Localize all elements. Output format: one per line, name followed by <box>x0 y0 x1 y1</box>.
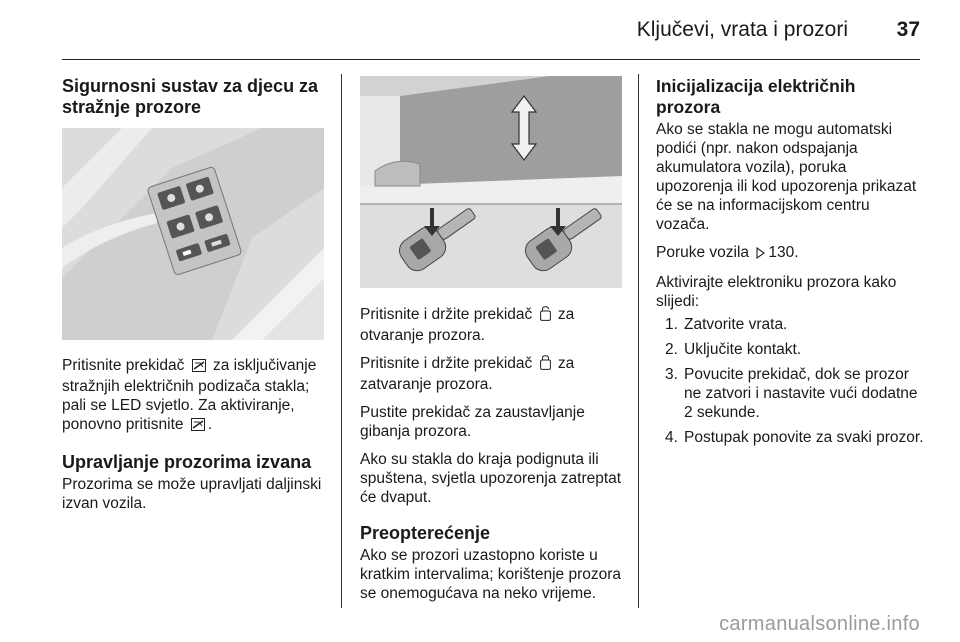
section-heading-initialization: Inicijalizacija električnih prozora <box>656 76 856 117</box>
key-unlock-icon <box>540 306 551 326</box>
remote-key-window-drawing <box>360 76 622 288</box>
column-divider-2 <box>638 74 639 608</box>
child-lock-window-icon <box>191 417 205 436</box>
step-text: Povucite prekidač, dok se prozor ne zatvori i nastavite vući dodatne 2 sekunde. <box>684 366 918 421</box>
initialization-paragraph: Ako se stakla ne mogu automatski podići (npr. nakon odspajanja akumulatora vozila), poruka upozorenja ili kod upozorenja prikazat će se na informacijskom centru vozača. <box>656 121 917 233</box>
initialization-steps-list <box>656 315 924 447</box>
remote-window-paragraph: Prozorima se može upravljati daljinski izvan vozila. <box>62 476 322 512</box>
text-fragment: . <box>207 416 213 433</box>
reference-arrow-icon <box>756 245 765 264</box>
step-number: 3. <box>665 366 678 383</box>
step-text: Uključite kontakt. <box>684 341 802 358</box>
door-switch-panel-drawing <box>62 128 324 340</box>
step-text: Zatvorite vrata. <box>684 316 788 333</box>
column-3 <box>656 76 924 453</box>
vehicle-messages-reference <box>656 243 924 264</box>
child-lock-window-icon <box>192 358 206 377</box>
activate-paragraph: Aktivirajte elektroniku prozora kako slijedi: <box>656 274 897 310</box>
step-number: 4. <box>665 429 678 446</box>
step-number: 2. <box>665 341 678 358</box>
text-fragment: za isključivanje stražnjih električnih podizača stakla; pali se LED svjetlo. Za aktiviranje, ponovno pritisnite <box>62 357 317 433</box>
text-fragment: Pritisnite i držite prekidač <box>360 306 533 323</box>
section-heading-remote-window: Upravljanje prozorima izvana <box>62 452 312 472</box>
watermark: carmanualsonline.info <box>719 613 920 635</box>
list-item <box>656 340 924 359</box>
close-window-paragraph <box>360 354 622 394</box>
child-lock-paragraph <box>62 356 324 436</box>
page-number: 37 <box>896 18 920 41</box>
remote-key-window-illustration <box>360 76 622 288</box>
step-number: 1. <box>665 316 678 333</box>
text-fragment: za zatvaranje prozora. <box>360 355 575 393</box>
text-fragment: Pritisnite prekidač <box>62 357 185 374</box>
list-item <box>656 365 924 422</box>
column-divider-1 <box>341 74 342 608</box>
section-heading-child-safety: Sigurnosni sustav za djecu za stražnje prozore <box>62 76 319 117</box>
warning-lights-paragraph: Ako su stakla do kraja podignuta ili spuštena, svjetla upozorenja zatreptat će dvaput. <box>360 451 622 506</box>
step-text: Postupak ponovite za svaki prozor. <box>684 429 924 446</box>
list-item <box>656 428 924 447</box>
stop-window-paragraph: Pustite prekidač za zaustavljanje gibanja prozora. <box>360 404 585 440</box>
key-lock-icon <box>540 355 551 375</box>
list-item <box>656 315 924 334</box>
column-2 <box>360 76 622 612</box>
door-switch-panel-illustration <box>62 128 324 340</box>
text-fragment: 130. <box>768 244 799 261</box>
overload-paragraph: Ako se prozori uzastopno koriste u kratkim intervalima; korištenje prozora se onemogućava na neko vrijeme. <box>360 547 622 602</box>
column-1 <box>62 76 324 522</box>
text-fragment: za otvaranje prozora. <box>360 306 575 344</box>
text-fragment: Poruke vozila <box>656 244 750 261</box>
header-rule <box>62 59 920 60</box>
text-fragment: Pritisnite i držite prekidač <box>360 355 533 372</box>
page-header-title: Ključevi, vrata i prozori <box>636 18 848 41</box>
open-window-paragraph <box>360 305 622 345</box>
section-heading-overload: Preopterećenje <box>360 523 491 543</box>
